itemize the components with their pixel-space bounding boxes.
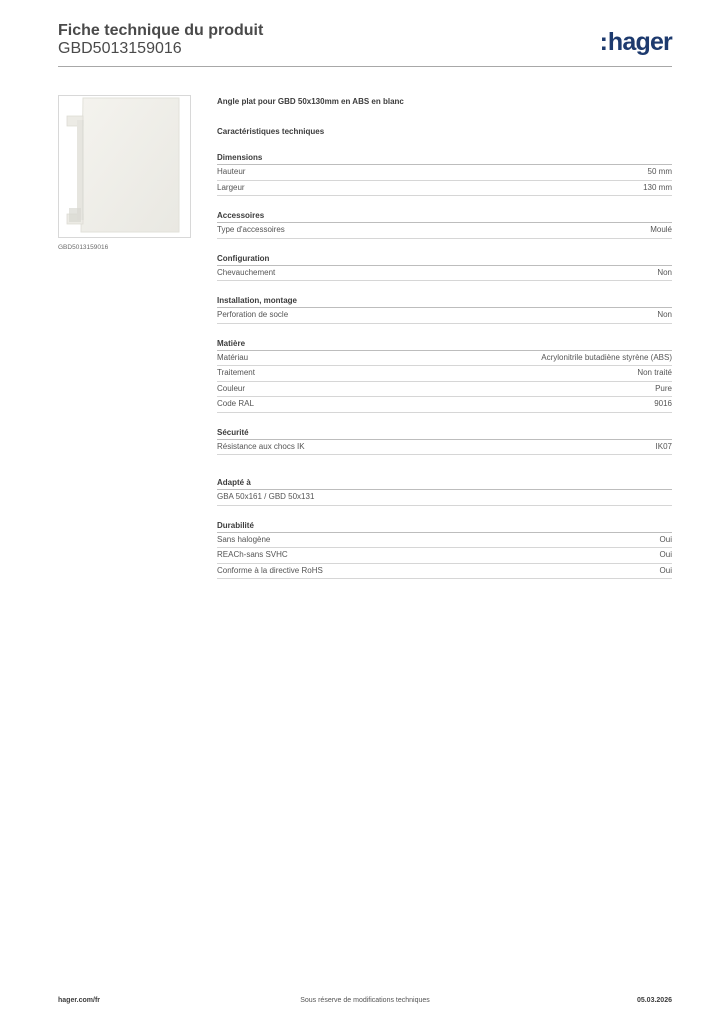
spec-content (217, 96, 672, 579)
product-name: Angle plat pour GBD 50x130mm en ABS en blanc (217, 97, 404, 106)
spec-row (217, 533, 672, 549)
spec-label: Matériau (217, 352, 249, 362)
spec-label: Sans halogène (217, 534, 271, 544)
section-configuration (217, 253, 672, 282)
page-header (58, 22, 672, 62)
spec-label: Couleur (217, 383, 246, 393)
spec-label: Traitement (217, 368, 255, 377)
footer-website-link[interactable]: hager.com/fr (58, 997, 101, 1004)
section-accessoires (217, 210, 672, 239)
spec-value: 9016 (654, 399, 672, 408)
section-title: Durabilité (217, 520, 672, 533)
technical-characteristics-title: Caractéristiques techniques (217, 127, 325, 136)
spec-value: Acrylonitrile butadiène styrène (ABS) (541, 352, 672, 362)
spec-row (217, 397, 672, 413)
section-title: Accessoires (217, 210, 672, 223)
section-title: Dimensions (217, 152, 672, 165)
section-title: Configuration (217, 253, 672, 266)
spec-value: Non (657, 310, 672, 319)
footer-notice: Sous réserve de modifications techniques (300, 997, 430, 1004)
spec-label: Largeur (217, 182, 245, 192)
spec-label: Code RAL (217, 399, 254, 408)
spec-label: GBA 50x161 / GBD 50x131 (217, 492, 315, 501)
spec-row (217, 266, 672, 282)
spec-row (217, 351, 672, 367)
spec-value: Moulé (650, 225, 672, 234)
spec-value: 50 mm (647, 167, 672, 176)
spec-label: REACh-sans SVHC (217, 550, 288, 559)
section-title: Matière (217, 338, 672, 351)
page-footer (58, 997, 672, 1011)
spec-row (217, 382, 672, 398)
spec-row (217, 366, 672, 382)
spec-value: Oui (659, 550, 672, 559)
product-image (58, 95, 191, 238)
product-reference: GBD5013159016 (58, 40, 182, 57)
section-installation-montage (217, 295, 672, 324)
spec-label: Hauteur (217, 167, 246, 176)
section-securite (217, 427, 672, 456)
spec-row (217, 181, 672, 197)
spec-row (217, 564, 672, 580)
spec-row (217, 548, 672, 564)
spec-value: IK07 (655, 441, 672, 451)
section-title: Sécurité (217, 427, 672, 440)
spec-row (217, 440, 672, 456)
spec-row (217, 223, 672, 239)
flat-angle-product-icon (59, 96, 190, 237)
section-adapte-a (217, 477, 672, 506)
spec-value: 130 mm (643, 182, 672, 192)
spec-value: Non traité (637, 368, 672, 377)
document-title: Fiche technique du produit (58, 22, 264, 39)
section-matiere (217, 338, 672, 413)
header-divider (58, 66, 672, 67)
spec-row (217, 490, 672, 506)
spec-label: Type d'accessoires (217, 225, 285, 234)
spec-label: Perforation de socle (217, 310, 289, 319)
spec-label: Résistance aux chocs IK (217, 441, 305, 451)
footer-date: 05.03.2026 (636, 997, 672, 1004)
section-title: Installation, montage (217, 295, 672, 308)
spec-value: Oui (659, 534, 672, 544)
spec-value: Pure (655, 383, 672, 393)
section-dimensions (217, 152, 672, 196)
image-caption: GBD5013159016 (58, 244, 109, 251)
section-title: Adapté à (217, 477, 672, 490)
logo-text: hager (607, 28, 672, 56)
spec-row (217, 308, 672, 324)
spec-label: Conforme à la directive RoHS (217, 565, 323, 575)
spec-label: Chevauchement (217, 267, 276, 277)
spec-row (217, 165, 672, 181)
hager-logo: :hager (599, 28, 672, 56)
spec-value: Oui (659, 565, 672, 575)
section-durabilite (217, 520, 672, 580)
spec-value: Non (657, 267, 672, 277)
